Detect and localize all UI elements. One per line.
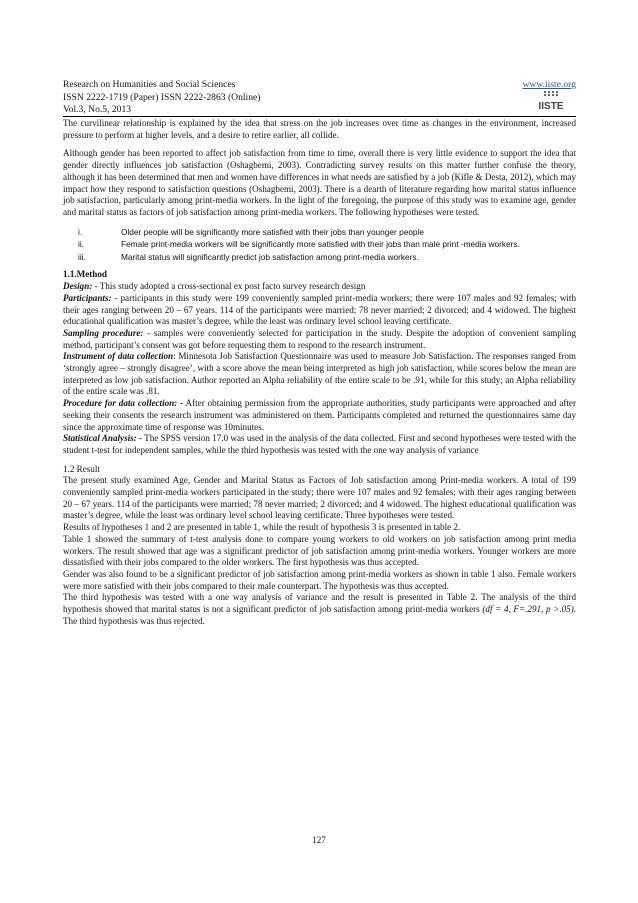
list-item <box>63 251 576 264</box>
statistical-label: Statistical Analysis: - <box>63 433 143 444</box>
intro-paragraph-1: The curvilinear relationship is explained by the idea that stress on the job increases over time as changes in the environment, increased pressure to perform at higher levels, and a desire to retire earlier, all collide. <box>63 118 576 140</box>
page-number: 127 <box>312 835 326 845</box>
sampling-label: Sampling procedure: <box>63 327 144 338</box>
result-paragraph-5 <box>63 592 576 627</box>
instrument-label: Instrument of data collection <box>63 351 174 362</box>
list-item-number: iii. <box>78 251 86 262</box>
method-heading: 1.1.Method <box>63 269 107 280</box>
hypotheses-list <box>63 226 576 264</box>
journal-url-link[interactable]: www.iiste.org <box>522 79 576 90</box>
list-item-text: Marital status will significantly predict job satisfaction among print-media workers. <box>121 251 419 262</box>
result-p5-end: The third hypothesis was thus rejected. <box>63 615 205 626</box>
iiste-logo <box>528 91 576 113</box>
list-item <box>63 226 576 239</box>
list-item-number: ii. <box>78 239 84 250</box>
procedure-paragraph <box>63 398 576 433</box>
design-label: Design: <box>63 281 93 292</box>
list-item <box>63 238 576 251</box>
sampling-paragraph <box>63 328 576 351</box>
article-body <box>63 118 576 628</box>
result-paragraph-2: Results of hypotheses 1 and 2 are presented in table 1, while the result of hypothesis 3 is presented in table 2. <box>63 522 461 533</box>
result-paragraph-1: The present study examined Age, Gender and Marital Status as Factors of Job satisfaction among Print-media workers. A total of 199 conveniently sampled print-media workers participated in the study; there were 107 males and 92 females; with their ages ranging between 20 – 67 years. 114 of the participants were married; 78 never married; 2 divorced; and 4 widowed. The highest educational qualification was master’s degree, while the least was ordinary level school leaving certificate. Three hypotheses were tested. <box>63 475 576 521</box>
participants-label: Participants: <box>63 292 112 303</box>
result-heading: 1.2 Result <box>63 463 100 474</box>
result-p5-stat: (df = 4, F=.291, p >.05). <box>482 604 576 615</box>
instrument-paragraph <box>63 351 576 398</box>
participants-text: - participants in this study were 199 conveniently sampled print-media workers; there were 107 males and 92 females; with their ages ranging between 20 – 67 years. 114 of the participants were married; 78 never married; 2 divorced; and 4 widowed. The highest educational qualification was master’s degree, while the least was ordinary level school leaving certificate. <box>63 292 576 327</box>
instrument-text: : Minnesota Job Satisfaction Questionnaire was used to measure Job Satisfaction. The responses ranged from ‘strongly agree – strongly disagree’, with a score above the mean being interpreted as high job satisfaction, while scores below the mean are interpreted as low job satisfaction. Author reported an Alpha reliability of the entire scale to be .91, while for this study; an Alpha reliability of the entire scale was .81. <box>63 351 576 397</box>
design-text: - This study adopted a cross-sectional ex post facto survey research design <box>92 281 366 292</box>
statistical-text: The SPSS version 17.0 was used in the analysis of the data collected. First and second hypotheses were tested with the student t-test for independent samples, while the third hypothesis was tested with the one way analysis of variance <box>63 433 576 455</box>
sampling-text: - samples were conveniently selected for participation in the study. Despite the adoption of convenient sampling method, participant’s consent was got before requesting them to respond to the research instrument. <box>63 327 576 350</box>
result-p5-start: The third hypothesis was tested with a one way analysis of variance and the result is presented in Table 2. The analysis of the third hypothesis showed that marital status is not a significant predictor of job satisfaction among print-media workers <box>63 592 576 615</box>
header-rule <box>63 116 576 117</box>
logo-text: IISTE <box>538 101 564 112</box>
participants-paragraph <box>63 293 576 328</box>
design-paragraph <box>63 281 576 293</box>
procedure-label: Procedure for data collection: - <box>63 398 184 409</box>
list-item-text: Female print-media workers will be significantly more satisfied with their jobs than male print -media workers. <box>121 239 520 250</box>
result-paragraph-4: Gender was also found to be a significant predictor of job satisfaction among print-media workers as shown in table 1 also. Female workers were more satisfied with their jobs compared to their male counterpart. The hypothesis was thus accepted. <box>63 568 576 591</box>
procedure-text: After obtaining permission from the appropriate authorities, study participants were approached and after seeking their consents the research instrument was administered on them. Participants completed and returned the questionnaires same day since the approximate time of response was 10minutes. <box>63 398 576 432</box>
list-item-number: i. <box>78 226 83 237</box>
journal-header <box>63 79 576 117</box>
statistical-paragraph <box>63 433 576 456</box>
result-paragraph-3: Table 1 showed the summary of t-test analysis done to compare young workers to old workers on job satisfaction among print media workers. The result showed that age was a significant predictor of job satisfaction among print-media workers. Younger workers are more dissatisfied with their jobs compared to the older workers. The first hypothesis was thus accepted. <box>63 533 576 568</box>
intro-paragraph-2: Although gender has been reported to affect job satisfaction from time to time, overall there is very little evidence to support the idea that gender directly influences job satisfaction (Oshagbemi, 2003). Contradicting survey results on this matter further confuse the theory, although it has been determined that men and women have differences in what needs are satisfied by a job (Kifle & Desta, 2012), which may impact how they respond to satisfaction questions (Oshagbemi, 2003). There is a dearth of literature regarding how marital status influence job satisfaction, particularly among print-media workers. In the light of the foregoing, the purpose of this study was to examine age, gender and marital status as factors of job satisfaction among print-media workers. The following hypotheses were tested. <box>63 148 576 217</box>
list-item-text: Older people will be significantly more satisfied with their jobs than younger people <box>121 226 425 237</box>
volume-line: Vol.3, No.5, 2013 <box>63 104 132 115</box>
journal-title: Research on Humanities and Social Sciences <box>63 79 236 90</box>
issn-line: ISSN 2222-1719 (Paper) ISSN 2222-2863 (Online) <box>63 91 261 103</box>
